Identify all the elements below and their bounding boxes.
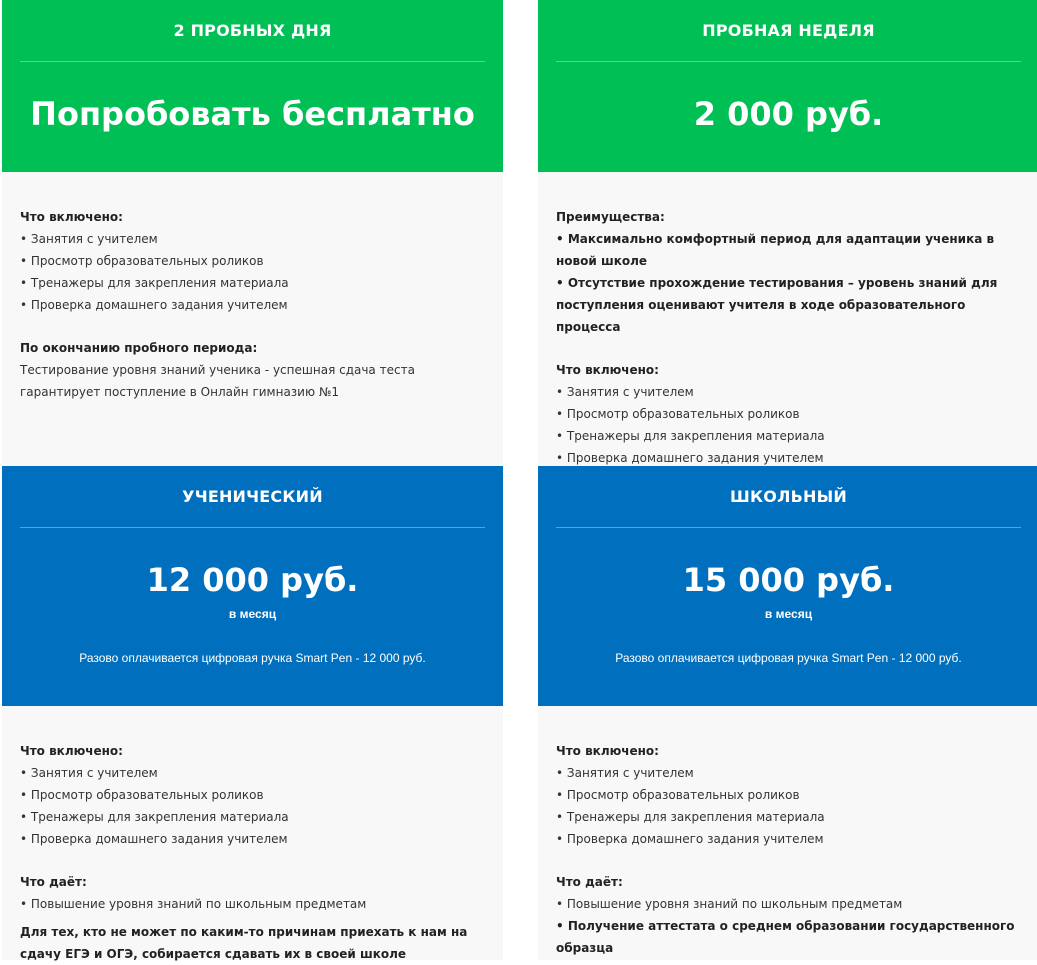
- list-item: • Проверка домашнего задания учителем: [20, 298, 288, 312]
- plan-card-trial-2days: [2, 0, 503, 466]
- plan-period: в месяц: [228, 607, 277, 621]
- included-title: Что включено:: [20, 744, 123, 758]
- included-list: [20, 762, 485, 850]
- plan-card-trial-week: [538, 0, 1037, 466]
- list-item: • Повышение уровня знаний по школьным предметам: [556, 897, 903, 911]
- plan-price: 12 000 руб.: [146, 561, 359, 599]
- benefits-title: Преимущества:: [556, 210, 665, 224]
- after-trial-text: Тестирование уровня знаний ученика - успешная сдача теста: [20, 363, 415, 377]
- list-item: • Проверка домашнего задания учителем: [20, 832, 288, 846]
- list-item: • Просмотр образовательных роликов: [556, 788, 800, 802]
- plan-details: [2, 706, 503, 960]
- plan-card-student: [2, 466, 503, 960]
- plan-period: в месяц: [764, 607, 813, 621]
- included-title: Что включено:: [556, 744, 659, 758]
- extra-text: Для тех, кто не может по каким-то причинам приехать к нам на: [20, 925, 468, 939]
- list-item: • Просмотр образовательных роликов: [20, 254, 264, 268]
- list-item: процесса: [556, 320, 621, 334]
- list-item: образца: [556, 941, 614, 955]
- plan-header: [538, 466, 1037, 706]
- header-divider: [556, 61, 1021, 62]
- plan-name: ПРОБНАЯ НЕДЕЛЯ: [702, 21, 875, 40]
- gives-title: Что даёт:: [556, 875, 623, 889]
- list-item: • Занятия с учителем: [556, 766, 694, 780]
- header-divider: [20, 61, 485, 62]
- plan-price: 2 000 руб.: [693, 95, 884, 133]
- list-item: • Просмотр образовательных роликов: [556, 407, 800, 421]
- included-list: [556, 762, 1021, 850]
- header-divider: [20, 527, 485, 528]
- after-trial-title: По окончанию пробного периода:: [20, 341, 258, 355]
- list-item: • Проверка домашнего задания учителем: [556, 451, 824, 465]
- included-list: [556, 381, 1021, 469]
- plan-header: [2, 0, 503, 172]
- list-item: • Получение аттестата о среднем образовании государственного: [556, 919, 1015, 933]
- included-title: Что включено:: [20, 210, 123, 224]
- list-item: • Проверка домашнего задания учителем: [556, 832, 824, 846]
- plan-price: 15 000 руб.: [682, 561, 895, 599]
- header-divider: [556, 527, 1021, 528]
- included-list: [20, 228, 485, 316]
- plan-name: УЧЕНИЧЕСКИЙ: [182, 487, 323, 506]
- list-item: • Тренажеры для закрепления материала: [20, 810, 289, 824]
- plan-header: [2, 466, 503, 706]
- included-title: Что включено:: [556, 363, 659, 377]
- plan-note: Разово оплачивается цифровая ручка Smart Pen - 12 000 руб.: [79, 651, 426, 665]
- list-item: • Занятия с учителем: [20, 232, 158, 246]
- plan-note: Разово оплачивается цифровая ручка Smart Pen - 12 000 руб.: [615, 651, 962, 665]
- list-item: • Максимально комфортный период для адаптации ученика в: [556, 232, 995, 246]
- plan-details: [538, 706, 1037, 960]
- list-item: • Повышение уровня знаний по школьным предметам: [20, 897, 367, 911]
- after-trial-text: гарантирует поступление в Онлайн гимназию №1: [20, 385, 340, 399]
- plan-name: 2 ПРОБНЫХ ДНЯ: [173, 21, 332, 40]
- list-item: • Тренажеры для закрепления материала: [556, 429, 825, 443]
- plan-name: ШКОЛЬНЫЙ: [730, 487, 847, 506]
- extra-text: сдачу ЕГЭ и ОГЭ, собирается сдавать их в своей школе: [20, 947, 407, 961]
- gives-title: Что даёт:: [20, 875, 87, 889]
- gives-list: [556, 893, 1021, 959]
- plan-price[interactable]: Попробовать бесплатно: [30, 95, 475, 133]
- list-item: • Просмотр образовательных роликов: [20, 788, 264, 802]
- list-item: • Занятия с учителем: [20, 766, 158, 780]
- plan-card-school: [538, 466, 1037, 960]
- list-item: • Тренажеры для закрепления материала: [20, 276, 289, 290]
- list-item: • Тренажеры для закрепления материала: [556, 810, 825, 824]
- benefits-list: [556, 228, 1021, 338]
- list-item: • Отсутствие прохождение тестирования – уровень знаний для: [556, 276, 998, 290]
- list-item: новой школе: [556, 254, 648, 268]
- plan-details: [538, 172, 1037, 466]
- plan-header: [538, 0, 1037, 172]
- gives-list: [20, 893, 485, 915]
- list-item: поступления оценивают учителя в ходе образовательного: [556, 298, 966, 312]
- list-item: • Занятия с учителем: [556, 385, 694, 399]
- plan-details: [2, 172, 503, 466]
